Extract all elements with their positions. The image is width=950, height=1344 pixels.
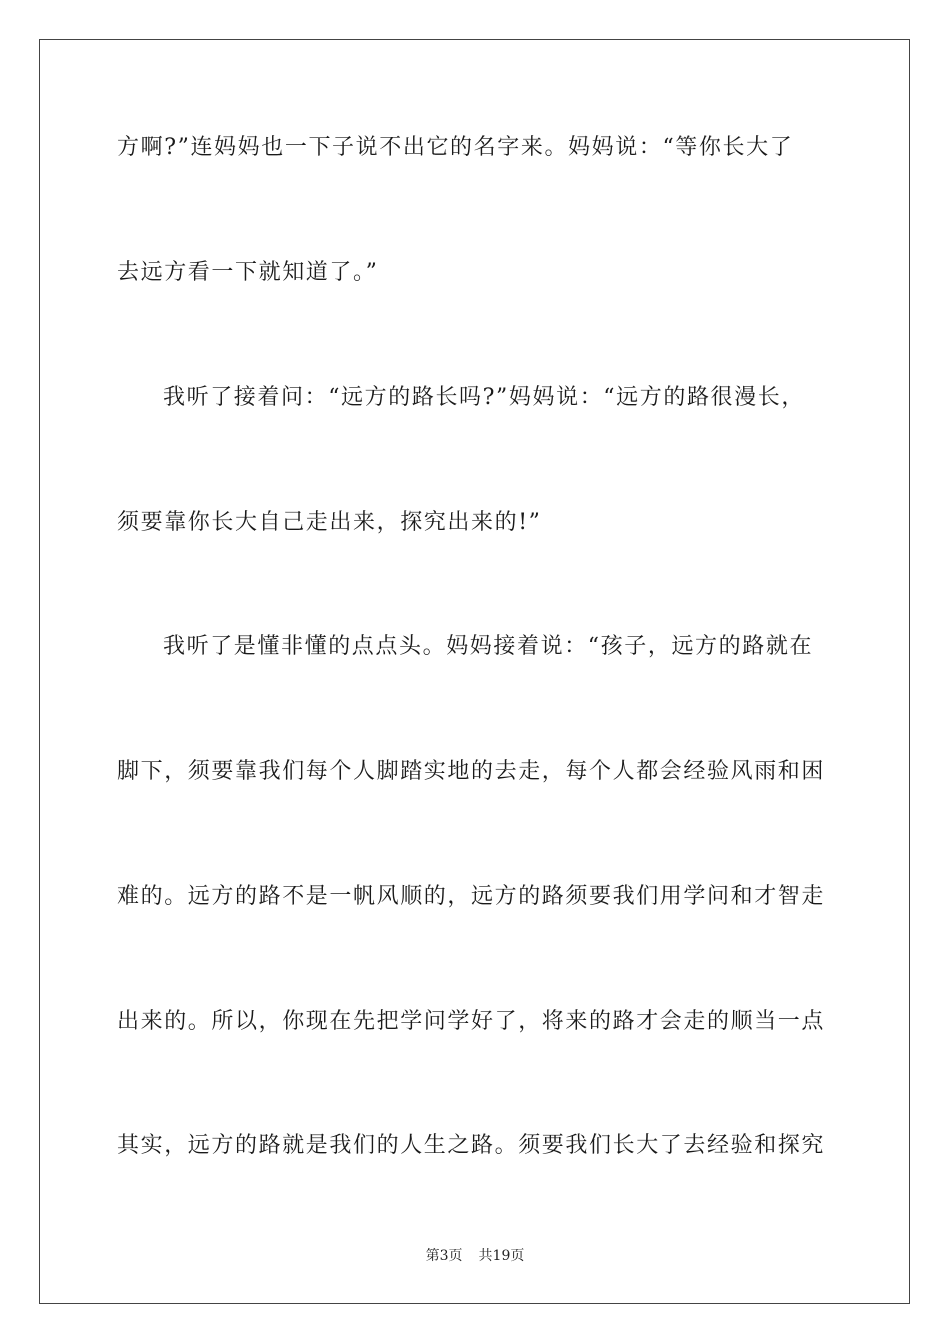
body-line-8: 出来的。所以，你现在先把学问学好了，将来的路才会走的顺当一点 <box>117 1009 826 1034</box>
body-line-6: 脚下，须要靠我们每个人脚踏实地的去走，每个人都会经验风雨和困 <box>117 759 826 784</box>
page-number: 第3页 <box>425 1248 463 1264</box>
paragraph-line-5: 我听了是懂非懂的点点头。妈妈接着说：“孩子，远方的路就在 <box>163 634 814 659</box>
body-line-7: 难的。远方的路不是一帆风顺的，远方的路须要我们用学问和才智走 <box>117 884 826 909</box>
page-footer <box>0 1247 950 1265</box>
body-line-1: 方啊?”连妈妈也一下子说不出它的名字来。妈妈说：“等你长大了 <box>117 135 794 160</box>
page-border <box>39 39 910 1304</box>
paragraph-line-3: 我听了接着问：“远方的路长吗?”妈妈说：“远方的路很漫长， <box>163 385 805 410</box>
body-line-9: 其实，远方的路就是我们的人生之路。须要我们长大了去经验和探究 <box>117 1133 826 1158</box>
body-line-2: 去远方看一下就知道了。” <box>117 260 379 285</box>
body-line-4: 须要靠你长大自己走出来，探究出来的!” <box>117 510 542 535</box>
page-total: 共19页 <box>478 1248 525 1264</box>
